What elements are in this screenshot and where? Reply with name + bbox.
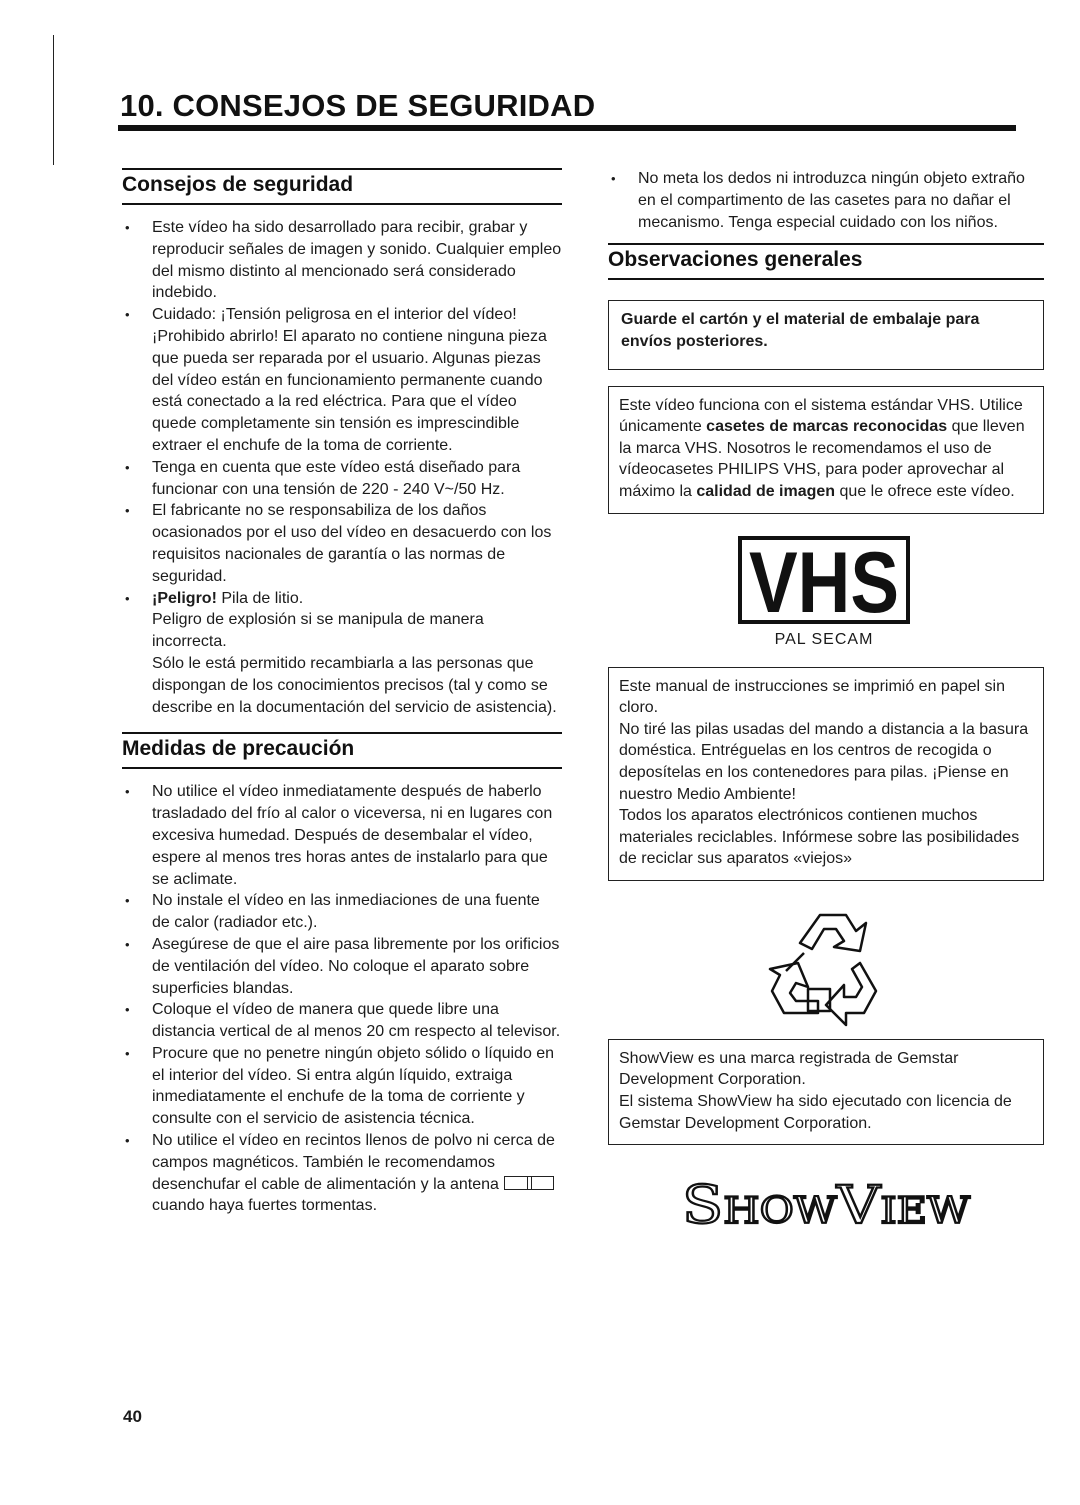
vhs-bold-1: casetes de marcas reconocidas [706,418,948,436]
vhs-logo-mark [738,536,910,624]
eco-note-line: No tiré las pilas usadas del mando a distancia a la basura doméstica. Entréguelas en los centros de recogida o deposítelas en los contenedores para pilas. ¡Piense en nuestro Medio Ambiente! [619,720,1029,803]
finger-list [608,168,1044,233]
precautions-list [122,781,562,1217]
showview-logo-text: ShowView [682,1176,970,1236]
vhs-text-3: que le ofrece este vídeo. [835,482,1015,500]
list-item-text: No instale el vídeo en las inmediaciones de una fuente de calor (radiador etc.). [152,892,540,932]
list-item-text: Cuidado: ¡Tensión peligrosa en el interior del vídeo! ¡Prohibido abrirlo! El aparato no contiene ninguna pieza que pueda ser reparada por el usuario. Algunas piezas del vídeo están en funcionamiento permanente cuando está conectado a la red eléctrica. Para que el vídeo quede completamente sin tensión es imprescindible extraer el enchufe de la toma de corriente. [152,306,547,454]
list-item-text [152,1130,562,1217]
eco-note-line: Este manual de instrucciones se imprimió en papel sin cloro. [619,677,1005,717]
bullet-icon: • [125,459,130,475]
list-item [122,304,562,457]
bullet-icon: • [125,307,130,323]
page-number: 40 [123,1407,142,1426]
page-title: 10. CONSEJOS DE SEGURIDAD [120,88,596,123]
list-item [122,890,562,934]
danger-line-1 [152,588,562,610]
section-heading-text: Consejos de seguridad [122,173,354,196]
title-rule [118,125,1016,131]
section-heading-general [608,243,1044,280]
showview-logo [676,1171,1044,1240]
bullet-icon: • [125,220,130,235]
list-item-text: Tenga en cuenta que este vídeo está diseñado para funcionar con una tensión de 220 - 240 V~/50 Hz. [152,458,521,498]
danger-line-2: Peligro de explosión si se manipula de manera incorrecta. [152,611,484,651]
danger-label: ¡Peligro! [152,589,217,607]
bullet-icon: • [125,1133,130,1149]
vhs-logo-letters: VHS [749,535,899,624]
list-item [122,999,562,1043]
list-item-text: Procure que no penetre ningún objeto sólido o líquido en el interior del vídeo. Si entra algún líquido, extraiga inmediatamente el enchufe de la toma de corriente y consulte con el servicio de asistencia técnica. [152,1044,555,1128]
bullet-icon: • [125,936,130,952]
vhs-bold-2: calidad de imagen [696,482,836,500]
list-item-text: Coloque el vídeo de manera que quede libre una distancia vertical de al menos 20 cm respecto al televisor. [152,1001,561,1041]
section-heading-text: Medidas de precaución [122,737,355,761]
list-item-text: El fabricante no se responsabiliza de los daños ocasionados por el uso del vídeo en desacuerdo con los requisitos nacionales de garantía o las normas de seguridad. [152,502,552,585]
bullet-icon: • [125,503,130,519]
list-item-text: No utilice el vídeo inmediatamente después de haberlo trasladado del frío al calor o viceversa, ni en lugares con excesiva humedad. Después de desembalar el vídeo, espere al menos tres horas antes de instalarlo para que se aclimate. [152,783,553,888]
danger-line-3: Sólo le está permitido recambiarla a las personas que dispongan de los conocimientos precisos (tal y como se describe en la documentación del servicio de asistencia). [152,654,557,716]
vhs-text-1: Este vídeo funciona con el sistema estándar VHS. Utilice únicamente [619,396,1023,436]
eco-note-line: Todos los aparatos electrónicos contienen muchos materiales reciclables. Infórmese sobre las posibilidades de reciclar sus aparatos «viejos» [619,807,1020,868]
vhs-text-2: que lleven la marca VHS. Nosotros le recomendamos el uso de vídeocasetes PHILIPS VHS, para poder aprovechar al máximo la [619,418,1025,500]
margin-line [53,35,54,165]
list-item [122,781,562,890]
list-item [122,457,562,501]
list-item-danger [122,588,562,719]
eco-note [608,667,1044,881]
storm-text-start: No utilice el vídeo en recintos llenos de polvo ni cerca de campos magnéticos. También le recomendamos desenchufar el cable de alimentación y la antena [152,1132,555,1193]
showview-note [608,1039,1044,1145]
packaging-note-text: Guarde el cartón y el material de embalaje para envíos posteriores. [621,311,980,350]
list-item [122,217,562,304]
right-column [608,168,1044,1240]
bullet-icon: • [125,784,130,800]
list-item-text: Este vídeo ha sido desarrollado para recibir, grabar y reproducir señales de imagen y sonido. Cualquier empleo del mismo distinto al mencionado será considerado indebido. [152,219,562,302]
recycle-icon [748,901,888,1031]
bullet-icon: • [125,1002,130,1018]
bullet-icon: • [125,1045,130,1061]
list-item-text: Asegúrese de que el aire pasa libremente por los orificios de ventilación del vídeo. No coloque el aparato sobre superficies blandas. [152,935,560,997]
showview-logo-mark [676,1171,976,1235]
vhs-logo-caption: PAL SECAM [774,630,874,648]
bullet-icon: • [125,893,130,909]
section-heading-text: Observaciones generales [608,248,863,272]
section-heading-safety [122,168,562,205]
vhs-note [608,386,1044,514]
showview-note-line: El sistema ShowView ha sido ejecutado con licencia de Gemstar Development Corporation. [619,1093,1012,1132]
list-item [122,1043,562,1130]
list-item [122,1130,562,1217]
list-item [122,934,562,999]
storm-text-end: cuando haya fuertes tormentas. [152,1197,378,1215]
safety-list [122,217,562,718]
vhs-logo [738,536,918,649]
antenna-icon [504,1176,554,1190]
section-heading-precautions [122,732,562,769]
vhs-note-text [619,395,1033,503]
left-column [122,168,562,1217]
bullet-icon: • [125,590,130,606]
recycle-icon-graphic [748,901,888,1031]
list-item-text: No meta los dedos ni introduzca ningún objeto extraño en el compartimento de las casetes para no dañar el mecanismo. Tenga especial cuidado con los niños. [638,170,1025,231]
list-item [122,500,562,587]
list-item [608,168,1044,233]
packaging-note [608,300,1044,369]
danger-text: Pila de litio. [216,589,304,607]
showview-note-line: ShowView es una marca registrada de Gemstar Development Corporation. [619,1049,959,1089]
bullet-icon: • [611,171,616,186]
